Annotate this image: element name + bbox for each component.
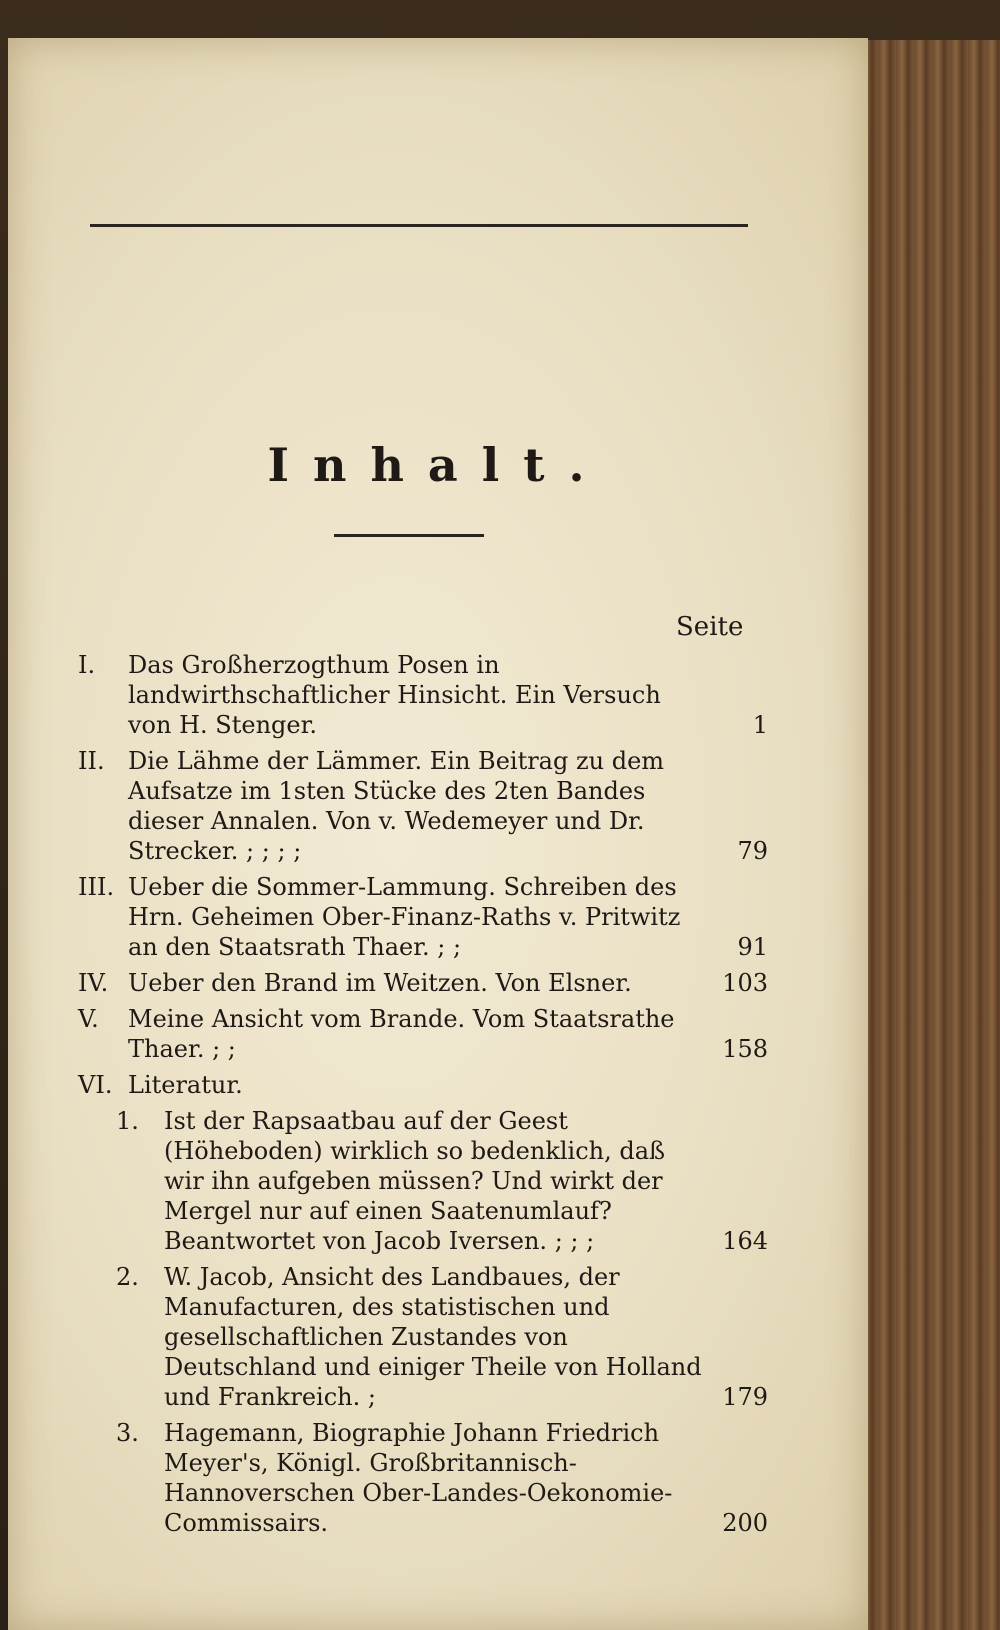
entry-text: Das Großherzogthum Posen in landwirthschaftlicher Hinsicht. Ein Versuch von H. Stenger.: [128, 651, 661, 739]
entry-text: Ueber den Brand im Weitzen. Von Elsner.: [128, 969, 632, 997]
entry-page: 103: [722, 969, 768, 997]
subentry-page: 200: [722, 1509, 768, 1537]
subentry-page: 179: [722, 1383, 768, 1411]
subentry-number: 1.: [116, 1107, 139, 1135]
toc-subentry: [78, 1418, 768, 1538]
entry-page: 1: [752, 711, 768, 739]
toc-entry: [78, 1070, 768, 1100]
entry-number: V.: [78, 1005, 99, 1033]
toc-entry: [78, 968, 768, 998]
entry-page: 91: [737, 933, 768, 961]
entry-page: 79: [737, 837, 768, 865]
subentry-page: 164: [722, 1227, 768, 1255]
subentry-number: 2.: [116, 1263, 139, 1291]
page-title: Inhalt.: [267, 438, 609, 492]
subentry-text: W. Jacob, Ansicht des Landbaues, der Manufacturen, des statistischen und gesellschaftlichen Zustandes von Deutschland und einiger Theile von Holland und Frankreich. ;: [164, 1263, 702, 1411]
entry-page: 158: [722, 1035, 768, 1063]
entry-number: II.: [78, 747, 105, 775]
entry-number: VI.: [78, 1071, 113, 1099]
entry-text: Literatur.: [128, 1071, 243, 1099]
entry-number: III.: [78, 873, 115, 901]
toc-subentry: [78, 1106, 768, 1256]
toc-entry: [78, 1004, 768, 1064]
toc-entry: [78, 650, 768, 740]
book-edge: [860, 40, 1000, 1630]
subentry-text: Ist der Rapsaatbau auf der Geest (Höheboden) wirklich so bedenklich, daß wir ihn aufgeben müssen? Und wirkt der Mergel nur auf einen Saatenumlauf? Beantwortet von Jacob Iversen. ; ; ;: [164, 1107, 666, 1255]
entry-number: I.: [78, 651, 96, 679]
toc-entry: [78, 746, 768, 866]
entry-number: IV.: [78, 969, 109, 997]
top-rule: [90, 224, 748, 227]
seite-label: Seite: [676, 612, 744, 642]
table-of-contents: [78, 650, 768, 1544]
toc-entry: [78, 872, 768, 962]
subentry-text: Hagemann, Biographie Johann Friedrich Meyer's, Königl. Großbritannisch-Hannoverschen Ober-Landes-Oekonomie-Commissairs.: [164, 1419, 673, 1537]
entry-text: Ueber die Sommer-Lammung. Schreiben des Hrn. Geheimen Ober-Finanz-Raths v. Pritwitz an den Staatsrath Thaer. ; ;: [128, 873, 681, 961]
toc-subentry: [78, 1262, 768, 1412]
entry-text: Meine Ansicht vom Brande. Vom Staatsrathe Thaer. ; ;: [128, 1005, 675, 1063]
title-rule: [334, 534, 484, 537]
book-page: [8, 38, 868, 1630]
entry-text: Die Lähme der Lämmer. Ein Beitrag zu dem Aufsatze im 1sten Stücke des 2ten Bandes dieser Annalen. Von v. Wedemeyer und Dr. Strecker. ; ; ; ;: [128, 747, 665, 865]
subentry-number: 3.: [116, 1419, 139, 1447]
